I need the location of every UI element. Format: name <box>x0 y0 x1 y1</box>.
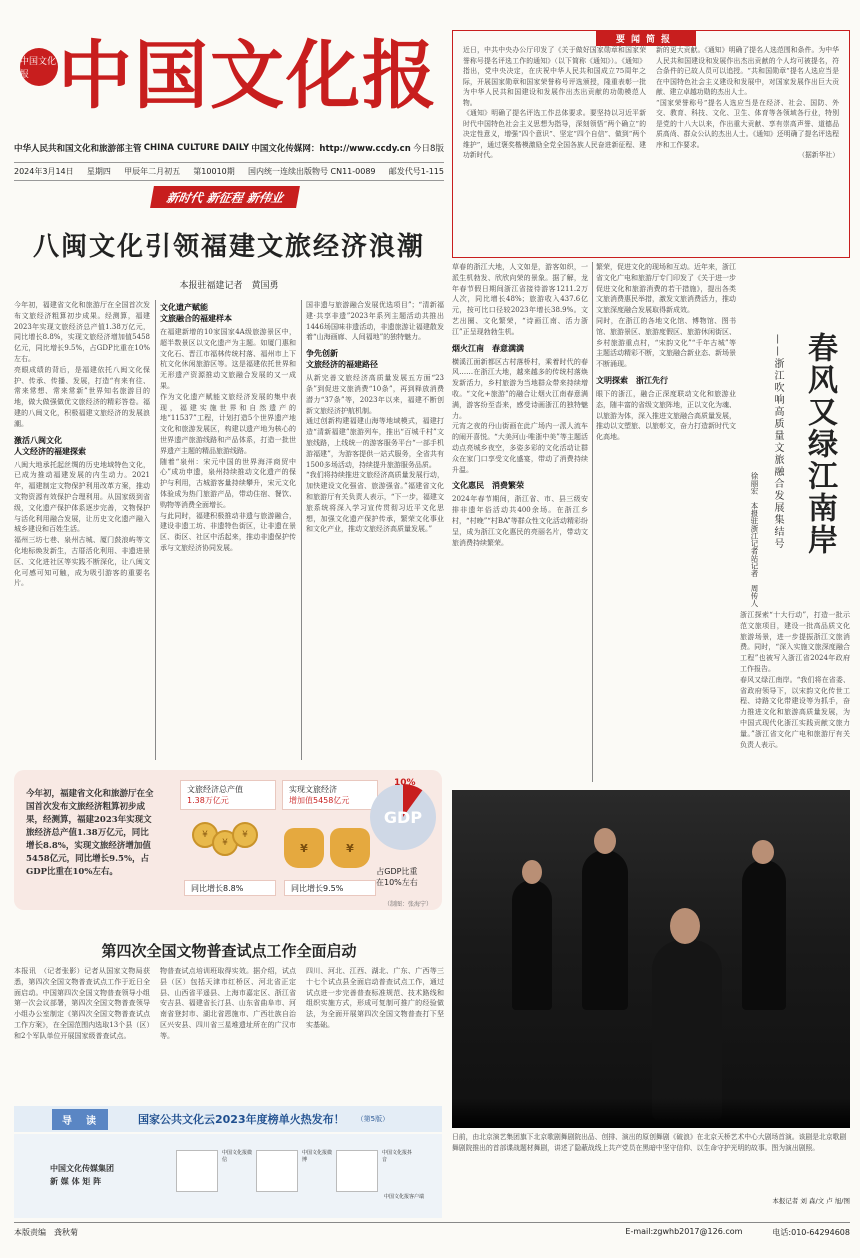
paragraph: 作为文化遗产赋能文旅经济发展的集中表现，福建实施世界和自然遗产的地“11537”工程，计划打造5个世界遗产地文化和旅游发展区，构建以遗产地为核心的世界遗产旅游线路和产品体系，打造一批世界遗产主题的精品旅游线路。 <box>160 392 296 455</box>
gdp-label: GDP <box>383 807 423 827</box>
feature-title[interactable]: 春风又绿江南岸 <box>802 332 837 556</box>
stat-output-growth: 同比增长8.8% <box>184 880 276 896</box>
stat-output-label: 文旅经济总产值 <box>187 785 243 794</box>
paragraph: 今年初，福建省文化和旅游厅在全国首次发布文旅经济粗算初步成果。经测算，福建2023年实现文旅经济总产值1.38万亿元，同比增长8.8%，实现文旅经济增加值5458亿元，同比增长9.5%，占GDP比重在10%左右。 <box>14 301 150 363</box>
paragraph: 国非遗与旅游融合发展优选项目”；“清新福建·共享非遗”2023年系列主题活动共推出1446场国味非遗活动，非遗旅游让福建散发着“山海画廊、人间福地”的独特魅力。 <box>306 301 444 342</box>
coin-icon: ¥ <box>192 822 218 848</box>
guide-page: （第5版） <box>356 1115 390 1123</box>
paragraph: 新的更大贡献。《通知》明确了提名人选范围和条件。为中华人民共和国建设和发展作出杰出贡献的个人均可被提名，符合条件的已故人员可以追授。“共和国勋章”提名人选应当是在中国特色社会主义建设和发展中，对国家发展作出巨大贡献、建立卓越功勋的杰出人士。 <box>656 46 839 96</box>
coin-icon: ¥ <box>232 822 258 848</box>
issue-post: 邮发代号1-115 <box>388 167 444 176</box>
stat-added-growth: 同比增长9.5% <box>284 880 376 896</box>
money-bag-icon: ¥ <box>330 828 370 868</box>
stat-added-label: 实现文旅经济 <box>289 785 337 794</box>
feature-column-1 <box>452 262 588 782</box>
footer-editor: 本版责编 龚秋菊 <box>14 1228 78 1237</box>
english-title: CHINA CULTURE DAILY <box>143 143 250 153</box>
brief-news-box <box>452 30 850 258</box>
qr-code-icon[interactable] <box>256 1150 298 1192</box>
paragraph: 从新完善文旅经济高质量发展五方面“23条”到促进文旅消费“10条”，再到释放消费潜力“37条”等，2023年以来，福建不断创新文旅经济护航机制。 <box>306 374 444 415</box>
section-subheading: 文化惠民 消费繁荣 <box>452 480 524 491</box>
column-divider <box>301 300 302 760</box>
masthead <box>14 22 444 122</box>
media-matrix <box>14 1134 442 1218</box>
dancer-figure <box>742 860 786 1010</box>
stage-floor <box>452 1098 850 1128</box>
lead-byline: 本报驻福建记者 黄国勇 <box>179 281 279 291</box>
issue-lunar: 甲辰年二月初五 <box>124 167 181 176</box>
gdp-pie-chart <box>370 784 436 850</box>
feature-column-2 <box>596 262 736 782</box>
paragraph: 春风又绿江南岸。“我们将在省委、省政府领导下，以宋韵文化传世工程、诗路文化带建设等为抓手，奋力推进文化和旅游高质量发展，为中国式现代化浙江实践贡献文旅力量。”浙江省文化广电和旅游厅有关负责人表示。 <box>740 675 850 749</box>
brief-news-tag: 要闻简报 <box>596 30 696 46</box>
section-subheading: 文化遗产赋能 文旅融合的福建样本 <box>160 302 232 323</box>
paragraph: 八闽大地承托起丝绸的历史地域特色文化，已成为推动福建发展的内生动力。2021年，福建制定文物保护利用改革方案，推动文物资源有效保护合理利用。从国家级到省级，文化遗产保护体系逐步完善，文物保护与活化利用融合发展，让历史文化遗产融入城乡建设和百姓生活。 <box>14 460 150 534</box>
infographic <box>14 770 442 910</box>
paragraph: “国家荣誉称号”提名人选应当是在经济、社会、国防、外交、教育、科技、文化、卫生、体育等各领域各行业，特别是党的十八大以来，作出重大贡献、享有崇高声誉、道德品质高尚、群众公认的杰出人士。《通知》还明确了提名评选程序和工作要求。 <box>656 98 839 149</box>
masthead-info <box>14 142 444 154</box>
second-column-1: 本报讯 （记者张影）记者从国家文物局获悉，第四次全国文物普查试点工作于近日全面启动。中国第四次全国文物普查领导小组第一次会议部署，第四次全国文物普查领导小组办公室制定《第四次全国文物普查试点工作方案》，在全国范围内选取13个县（区）和2个军队单位开展国家级普查试点。 <box>14 967 150 1040</box>
column-divider <box>155 300 156 760</box>
website[interactable]: 中国文化传媒网：http://www.ccdy.cn <box>251 144 411 154</box>
gdp-note: 占GDP比重 在10%左右 <box>376 867 418 887</box>
section-subheading: 争先创新 文旅经济的福建路径 <box>306 348 378 370</box>
column-divider <box>592 262 593 782</box>
newspaper-title: 中国文化报 <box>58 33 438 119</box>
qr-label: 中国文化报抖音 <box>382 1150 413 1163</box>
sponsor: 中华人民共和国文化和旅游部主管 <box>14 144 142 154</box>
feature-column-3 <box>740 610 850 782</box>
stat-added-value-text: 增加值5458亿元 <box>289 796 350 805</box>
infographic-text: 今年初，福建省文化和旅游厅在全国首次发布文旅经济粗算初步成果，经测算，福建2023年实现文旅经济总产值1.38万亿元，同比增长8.8%，实现文旅经济增加值5458亿元，同比增长9.5%，占GDP比重在10%左右。 <box>26 789 154 877</box>
paragraph: 通过创新构建福建山海等地域模式，福建打造“清新福建”旅游列车，推出“百城千村”文旅线路，上线统一的游客服务平台“一部手机游福建”，为游客提供一站式服务，全省共有1500多场活动，持续提升旅游服务品质。 <box>306 417 444 469</box>
gdp-pie-label: 10% <box>394 778 416 788</box>
infographic-credit: （制图：张海宁） <box>383 901 432 908</box>
guide-bar[interactable] <box>14 1106 442 1132</box>
coin-icon: ¥ <box>212 830 238 856</box>
second-column-2: 物普查试点培训班取得实效。据介绍，试点县（区）包括天津市红桥区、河北省正定县、山西省平遥县、上海市嘉定区、浙江省安吉县、福建省长汀县、山东省曲阜市、河南省登封市、湖北省恩施市、广西壮族自治区兴安县、四川省三星堆遗址所在的广汉市等。 <box>160 967 296 1040</box>
paragraph: 《通知》明确了提名评选工作总体要求。要坚持以习近平新时代中国特色社会主义思想为指导，深刻领悟“两个确立”的决定性意义，增强“四个意识”、坚定“四个自信”、做到“两个维护”，通过褒奖楷模激励全党全国各族人民奋进新征程、建功新时代。 <box>463 109 646 159</box>
section-subheading: 文明探索 浙江先行 <box>596 374 668 385</box>
feature-byline: 徐丽宏 本报驻浙江记者站记者 周传人 <box>750 472 759 607</box>
paragraph: 2024年春节期间，浙江省、市、县三级安排非遗年俗活动共400余场。在浙江乡村，“村晚”“村BA”等群众性文化活动精彩纷呈，成为浙江文化惠民的亮丽名片，带动文旅消费持续繁荣。 <box>452 495 588 547</box>
stat-output-value: 1.38万亿元 <box>187 796 229 805</box>
paragraph: 与此同时，福建积极推动非遗与旅游融合，建设非遗工坊、非遗特色街区，让非遗在景区、街区、社区中活起来，推动非遗保护传承与文旅经济协同发展。 <box>160 511 296 552</box>
dancer-face <box>522 860 542 884</box>
qr-code-icon[interactable] <box>336 1150 378 1192</box>
paragraph: 随着“泉州：宋元中国的世界海洋商贸中心”成功申遗，泉州持续推动文化遗产的保护与利用，古城游客量持续攀升，宋元文化体验成为热门旅游产品，带动住宿、餐饮、购物等消费全面增长。 <box>160 457 296 509</box>
page-count: 今日8版 <box>413 144 444 154</box>
paragraph: 横溪江面新都区古村落桥村，乘着时代的春风……在浙江大地，越来越多的传统村落焕发新活力，乡村旅游为当地群众带来持续增收。“文化+旅游”的融合让烟火江南春意满满，游客纷至沓来，感受诗画浙江的独特魅力。 <box>452 357 588 420</box>
issue-date: 2024年3月14日 <box>14 167 74 176</box>
lead-headline[interactable]: 八闽文化引领福建文旅经济浪潮 <box>32 232 425 262</box>
photo-caption: 日前，由北京演艺集团旗下北京歌剧舞剧院出品、创排、演出的原创舞剧《破浪》在北京天桥艺术中心大剧场首演。该剧是北京歌剧舞剧院推出的首部谍战题材舞剧，讲述了隐蔽战线上共产党员在黑暗中坚守信仰、以生命守护光明的故事。图为演出剧照。 <box>452 1133 847 1152</box>
photo-credit: 本报记者 刘 森/文 卢 旭/图 <box>772 1197 850 1205</box>
qr-label: 中国文化报微信 <box>222 1150 253 1163</box>
dancer-face <box>670 908 700 944</box>
paragraph: 亮眼成绩的背后，是福建依托八闽文化保护、传承、传播、发展，打造“有来有往、常来常想、常来常新”世界知名旅游目的地，做大做强做优文旅经济的精彩答卷。福建的八闽文化，积极福建文旅经济的发展浪潮。 <box>14 365 150 428</box>
paragraph: 元宵之夜的丹山街画在此广场内一派人流车的闹开喜悦。“大美河山·唯浙中美”等主题活动点亮城乡夜空，多姿多彩的文化活动让群众在家门口享受文化盛宴，带动了消费持续升温。 <box>452 422 588 474</box>
paragraph: 草春的浙江大地，人文如是，游客如织，一派生机勃发、欣欣向荣的景象。据了解，龙年春节假日期间浙江省接待游客1211.2万人次，同比增长48%；旅游收入437.6亿元，按可比口径较2023年增长38.9%。文艺出圈、文化繁荣，“诗画江南、活力浙江”正呈现勃勃生机。 <box>452 263 588 336</box>
paragraph: 近日，中共中央办公厅印发了《关于做好国家勋章和国家荣誉称号提名评选工作的通知》（以下简称《通知》）。《通知》指出，党中央决定，在庆祝中华人民共和国成立75周年之际，开展国家勋章和国家荣誉称号评选颁授，隆重表彰一批为中华人民共和国建设和发展作出杰出贡献的功勋模范人物。 <box>463 46 646 107</box>
stat-added-value <box>282 780 378 810</box>
dance-drama-photo <box>452 790 850 1128</box>
lead-column-3 <box>306 300 444 762</box>
money-bag-icon: ¥ <box>284 828 324 868</box>
lead-column-1 <box>14 300 150 762</box>
slogan-banner: 新时代 新征程 新伟业 <box>150 186 300 208</box>
dancer-figure <box>512 880 552 1010</box>
paragraph: 眼下的浙江，融合正深度联动文化和旅游业态，随丰富的省级文旅阵地，正以文化为魂、以旅游为体，深入推进文旅融合高质量发展，推动以文塑旅、以旅彰文，奋力打造新时代文化高地。 <box>596 389 736 442</box>
section-subheading: 激活八闽文化 人文经济的福建探索 <box>14 434 86 456</box>
brief-column-2 <box>656 45 839 249</box>
page-footer <box>14 1222 850 1238</box>
footer-phone: 电话:010-64294608 <box>772 1228 850 1237</box>
footer-email[interactable]: E-mail:zgwhb2017@126.com <box>625 1227 743 1236</box>
qr-label: 中国文化报微博 <box>302 1150 333 1163</box>
issue-info <box>14 162 444 181</box>
dancer-figure <box>582 850 628 1010</box>
paragraph: 在福建新增的10家国家4A级旅游景区中，超半数景区以文化遗产为主题。如厦门惠和文化石、晋江市福林传统村落、福州市上下杭文化休闲旅游区等。这是福建依托世界和无形遗产资源推动文旅融合发展的又一成果。 <box>160 328 296 390</box>
feature-subtitle: ——浙江吹响高质量文旅融合发展集结号 <box>772 334 783 550</box>
dancer-figure <box>652 940 722 1120</box>
second-headline[interactable]: 第四次全国文物普查试点工作全面启动 <box>101 942 357 960</box>
dancer-face <box>594 828 616 854</box>
paragraph: 浙江探索“十大行动”，打造一批示范文旅项目，建设一批高品质文化旅游场景，进一步提振浙江文旅消费。同时，“深入实施文旅深度融合工程”也被写入浙江省2024年政府工作报告。 <box>740 611 850 673</box>
second-column-3: 四川、河北、江西、湖北、广东、广西等三十七个试点县全面启动普查试点工作，通过试点进一步完善普查标准规范、技术路线和组织实施方式，形成可复制可推广的经验做法，为全面开展第四次全国文物普查打下坚实基础。 <box>306 967 444 1029</box>
paragraph: 同时，在浙江的各地文化馆、博物馆、图书馆、旅游景区、旅游度假区、旅游休闲街区、乡村旅游重点村，“宋韵文化”“千年古城”等主题活动精彩不断，文旅融合新业态、新场景不断涌现。 <box>596 316 736 369</box>
qr-code-icon[interactable] <box>176 1150 218 1192</box>
section-subheading: 烟火江南 春意满满 <box>452 342 524 353</box>
paragraph: “我们将持续推进文旅经济高质量发展行动，加快建设文化强省、旅游强省。”福建省文化和旅游厅有关负责人表示，“下一步，福建文旅系统将深入学习宣传贯彻习近平文化思想，加强文化遗产保护传承，繁荣文化事业和文化产业，推动文旅经济高质量发展。” <box>306 471 444 534</box>
dancer-face <box>752 840 774 864</box>
stat-output <box>180 780 276 810</box>
lead-column-2 <box>160 300 296 762</box>
issue-weekday: 星期四 <box>86 167 111 176</box>
qr-label: 中国文化报客户端 <box>384 1194 425 1200</box>
issue-cn: 国内统一连续出版物号 CN11-0089 <box>247 167 376 176</box>
brief-column-1 <box>463 45 646 249</box>
issue-number: 第10010期 <box>193 167 235 176</box>
guide-title[interactable]: 国家公共文化云2023年度榜单火热发布！ <box>138 1113 345 1126</box>
media-matrix-label: 中国文化传媒集团 新 媒 体 矩 阵 <box>50 1164 114 1186</box>
newspaper-seal-icon: 中国文化报 <box>20 48 58 86</box>
guide-tag: 导 读 <box>52 1109 108 1130</box>
paragraph: 福州三坊七巷、泉州古城、厦门鼓浪屿等文化地标焕发新生，古厝活化利用、非遗进景区、文化进社区等实践不断深化，让八闽文化可感可知可触，成为吸引游客的重要名片。 <box>14 536 150 588</box>
brief-credit: （据新华社） <box>798 151 839 159</box>
paragraph: 繁荣，促进文化的现场和互动。近年来，浙江省文化广电和旅游厅专门印发了《关于进一步促进文化和旅游消费的若干措施》，提出各类文旅消费惠民举措，激发文旅消费活力，推动文旅深度融合发展取得新成效。 <box>596 263 736 315</box>
